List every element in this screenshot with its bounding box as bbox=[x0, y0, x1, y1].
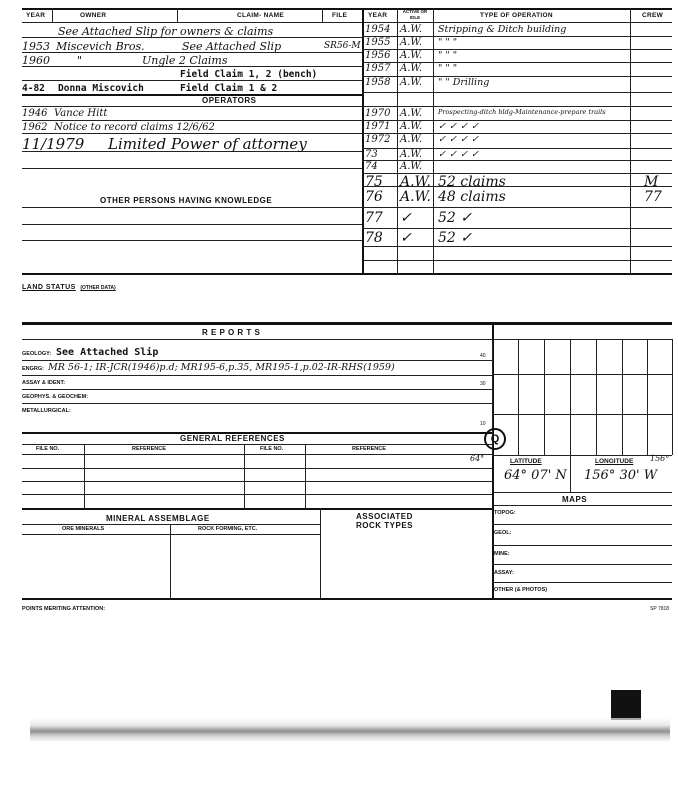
op-type: Stripping & Ditch building bbox=[438, 24, 567, 35]
grid-col-line bbox=[518, 339, 519, 455]
op-type: " " " bbox=[438, 37, 458, 48]
op-year: 1972 bbox=[365, 134, 391, 145]
op-type: " " " bbox=[438, 50, 458, 61]
geophys-label: GEOPHYS. & GEOCHEM: bbox=[22, 394, 89, 400]
ops-row-line bbox=[362, 260, 672, 261]
longitude-label: LONGITUDE bbox=[595, 458, 634, 465]
header-year: YEAR bbox=[26, 12, 46, 19]
land-status-sub: (OTHER DATA) bbox=[80, 285, 116, 291]
operator-row-3-text: Limited Power of attorney bbox=[108, 135, 307, 153]
op-year: 1956 bbox=[365, 50, 391, 61]
op-status: A.W. bbox=[400, 134, 423, 145]
mine-record-card bbox=[22, 8, 672, 612]
divider bbox=[244, 444, 245, 508]
ops-row-line bbox=[362, 246, 672, 247]
divider bbox=[320, 508, 321, 598]
maps-geol: GEOL: bbox=[494, 530, 512, 536]
header-underline bbox=[22, 22, 672, 23]
operator-row-1-year: 1946 bbox=[22, 108, 48, 119]
location-circle-mark: Q bbox=[484, 428, 506, 450]
maps-title: MAPS bbox=[562, 495, 588, 504]
op-year: 1957 bbox=[365, 63, 391, 74]
ops-row-line bbox=[362, 92, 672, 93]
section-bottom bbox=[22, 273, 672, 275]
op-year: 1971 bbox=[365, 121, 391, 132]
operator-row-3-year: 11/1979 bbox=[22, 135, 85, 153]
form-bottom bbox=[22, 598, 672, 600]
op-status: A.W. bbox=[400, 24, 423, 35]
op-status: A.W. bbox=[400, 50, 423, 61]
grid-col-line bbox=[647, 339, 648, 455]
rock-forming-label: ROCK FORMING, ETC. bbox=[198, 526, 258, 532]
header-active-idle: ACTIVE OR IDLE bbox=[402, 9, 428, 20]
row-line bbox=[492, 455, 672, 456]
ore-minerals-label: ORE MINERALS bbox=[62, 526, 105, 532]
geology-value: See Attached Slip bbox=[56, 347, 159, 358]
reports-title: R E P O R T S bbox=[202, 328, 261, 337]
op-year: 77 bbox=[365, 210, 383, 226]
col-reference-2: REFERENCE bbox=[352, 446, 386, 452]
latitude-value: 64° 07' N bbox=[504, 468, 567, 483]
operators-title: OPERATORS bbox=[202, 96, 257, 105]
op-type: " " Drilling bbox=[438, 77, 490, 88]
row-line bbox=[22, 534, 320, 535]
reports-top-border bbox=[22, 322, 672, 325]
maps-assay: ASSAY: bbox=[494, 570, 514, 576]
owner-row-1-text: See Attached Slip for owners & claims bbox=[58, 25, 274, 38]
op-status: A.W. bbox=[400, 77, 423, 88]
divider bbox=[630, 8, 631, 273]
op-year: 78 bbox=[365, 230, 383, 246]
op-type: ✓ ✓ ✓ ✓ bbox=[438, 149, 479, 160]
scale-10: 10 bbox=[480, 421, 486, 427]
header-year-2: YEAR bbox=[368, 12, 388, 19]
points-meriting-attention: POINTS MERITING ATTENTION: bbox=[22, 606, 106, 612]
row-line bbox=[492, 582, 672, 583]
op-type: 52 ✓ bbox=[438, 210, 472, 226]
mineral-assemblage-title: MINERAL ASSEMBLAGE bbox=[106, 514, 210, 523]
op-status: A.W. bbox=[400, 121, 423, 132]
divider bbox=[570, 455, 571, 492]
row-line bbox=[22, 375, 492, 376]
other-persons-title: OTHER PERSONS HAVING KNOWLEDGE bbox=[100, 196, 273, 205]
grid-col-line bbox=[622, 339, 623, 455]
op-status: A.W. bbox=[400, 161, 423, 172]
owner-row-2-claim: See Attached Slip bbox=[182, 40, 282, 53]
latitude-label: LATITUDE bbox=[510, 458, 542, 465]
header-type-of-operation: TYPE OF OPERATION bbox=[480, 12, 553, 19]
row-line bbox=[492, 524, 672, 525]
rock-types-label: ROCK TYPES bbox=[356, 521, 414, 530]
op-crew: M bbox=[644, 174, 659, 190]
row-line bbox=[492, 564, 672, 565]
lat-prefix: 64° bbox=[470, 454, 485, 463]
operator-row-2-text: Notice to record claims 12/6/62 bbox=[54, 122, 215, 133]
divider bbox=[84, 444, 85, 508]
ops-row-line bbox=[362, 207, 672, 208]
row-line bbox=[492, 492, 672, 493]
row-line bbox=[22, 454, 492, 455]
row-line bbox=[492, 505, 672, 506]
op-year: 76 bbox=[365, 189, 383, 205]
grid-row-line bbox=[492, 339, 672, 340]
op-status: A.W. bbox=[400, 108, 423, 119]
owner-row-5-claim: Field Claim 1 & 2 bbox=[180, 83, 278, 94]
operator-row-1-text: Vance Hitt bbox=[54, 108, 108, 119]
owner-row-5-owner: Donna Miscovich bbox=[58, 83, 144, 94]
header-owner: OWNER bbox=[80, 12, 107, 19]
col-file-no: FILE NO. bbox=[36, 446, 60, 452]
header-crew: CREW bbox=[642, 12, 664, 19]
grid-col-line bbox=[672, 339, 673, 455]
main-divider bbox=[362, 8, 364, 273]
grid-col-line bbox=[544, 339, 545, 455]
row-line bbox=[22, 224, 362, 225]
row-line bbox=[22, 106, 362, 107]
lon-suffix: 156° bbox=[650, 454, 670, 463]
op-status: A.W. bbox=[400, 189, 431, 205]
op-type: Prospecting-ditch bldg-Maintenance-prepare trails bbox=[438, 108, 606, 116]
general-references-title: GENERAL REFERENCES bbox=[180, 434, 285, 443]
owner-row-5-year: 4-82 bbox=[22, 83, 45, 94]
op-type: 48 claims bbox=[438, 189, 506, 205]
grid-col-line bbox=[596, 339, 597, 455]
owner-row-2-owner: Miscevich Bros. bbox=[56, 40, 145, 53]
metallurgical-label: METALLURGICAL: bbox=[22, 408, 71, 414]
engrg-value: MR 56-1; IR-JCR(1946)p.d; MR195-6,p.35, MR195-1,p.02-IR-RHS(1959) bbox=[48, 362, 395, 373]
scan-mark-block bbox=[611, 690, 641, 720]
row-line bbox=[22, 403, 492, 404]
longitude-value: 156° 30' W bbox=[584, 468, 658, 483]
divider bbox=[433, 8, 434, 273]
op-year: 1970 bbox=[365, 108, 391, 119]
op-status: A.W. bbox=[400, 63, 423, 74]
col-file-no-2: FILE NO. bbox=[260, 446, 284, 452]
owner-row-3-owner: " bbox=[77, 54, 83, 67]
divider bbox=[305, 444, 306, 508]
op-year: 73 bbox=[365, 149, 378, 160]
owner-row-3-year: 1960 bbox=[22, 54, 50, 67]
row-line bbox=[22, 360, 492, 361]
row-line bbox=[22, 524, 320, 525]
op-type: 52 claims bbox=[438, 174, 506, 190]
col-reference: REFERENCE bbox=[132, 446, 166, 452]
scale-40: 40 bbox=[480, 353, 486, 359]
grid-row-line bbox=[492, 414, 672, 415]
geology-label: GEOLOGY: bbox=[22, 351, 52, 357]
divider bbox=[177, 8, 178, 22]
header-file: FILE bbox=[332, 12, 348, 19]
divider bbox=[170, 524, 171, 598]
row-line bbox=[22, 207, 362, 208]
op-year: 1958 bbox=[365, 77, 391, 88]
operator-row-2-year: 1962 bbox=[22, 122, 48, 133]
row-line bbox=[22, 444, 492, 445]
ops-row-line bbox=[362, 106, 672, 107]
row-line bbox=[492, 545, 672, 546]
op-status: A.W. bbox=[400, 37, 423, 48]
op-status: A.W. bbox=[400, 174, 431, 190]
op-type: " " " bbox=[438, 63, 458, 74]
associated-label: ASSOCIATED bbox=[356, 512, 413, 521]
assay-label: ASSAY & IDENT: bbox=[22, 380, 66, 386]
owner-row-2-file: SR56-M bbox=[324, 41, 361, 51]
top-border bbox=[22, 8, 672, 10]
divider bbox=[322, 8, 323, 22]
maps-topog: TOPOG: bbox=[494, 510, 516, 516]
owner-row-4-claim: Field Claim 1, 2 (bench) bbox=[180, 69, 318, 80]
maps-mine: MINE: bbox=[494, 551, 510, 557]
divider bbox=[52, 8, 53, 22]
owner-row-3-claim: Ungle 2 Claims bbox=[142, 54, 228, 67]
op-year: 74 bbox=[365, 161, 378, 172]
land-status-heading bbox=[22, 276, 116, 294]
ops-row-line bbox=[362, 228, 672, 229]
row-line bbox=[22, 94, 362, 96]
op-type: 52 ✓ bbox=[438, 230, 472, 246]
row-line bbox=[22, 120, 362, 121]
header-claim-name: CLAIM- NAME bbox=[237, 12, 284, 19]
op-year: 75 bbox=[365, 174, 383, 190]
row-line bbox=[22, 508, 492, 510]
op-status: ✓ bbox=[400, 230, 412, 246]
form-number: SP 7818 bbox=[650, 606, 670, 612]
grid-row-line bbox=[492, 374, 672, 375]
maps-other: OTHER (& PHOTOS) bbox=[494, 587, 548, 593]
grid-col-line bbox=[570, 339, 571, 455]
row-line bbox=[22, 389, 492, 390]
row-line bbox=[22, 339, 492, 340]
scan-artifact-band bbox=[30, 718, 670, 742]
scale-30: 30 bbox=[480, 381, 486, 387]
row-line bbox=[22, 468, 492, 469]
op-type: ✓ ✓ ✓ ✓ bbox=[438, 134, 479, 145]
op-type: ✓ ✓ ✓ ✓ bbox=[438, 121, 479, 132]
row-line bbox=[22, 240, 362, 241]
land-status-label: LAND STATUS bbox=[22, 284, 76, 291]
row-line bbox=[22, 494, 492, 495]
row-line bbox=[22, 80, 362, 81]
op-year: 1955 bbox=[365, 37, 391, 48]
op-status: ✓ bbox=[400, 210, 412, 226]
divider bbox=[397, 8, 398, 273]
op-crew: 77 bbox=[644, 189, 662, 205]
owner-row-2-year: 1953 bbox=[22, 40, 50, 53]
row-line bbox=[22, 168, 362, 169]
op-status: A.W. bbox=[400, 149, 423, 160]
row-line bbox=[22, 133, 362, 134]
row-line bbox=[22, 481, 492, 482]
engrg-label: ENGRG: bbox=[22, 366, 44, 372]
op-year: 1954 bbox=[365, 24, 391, 35]
